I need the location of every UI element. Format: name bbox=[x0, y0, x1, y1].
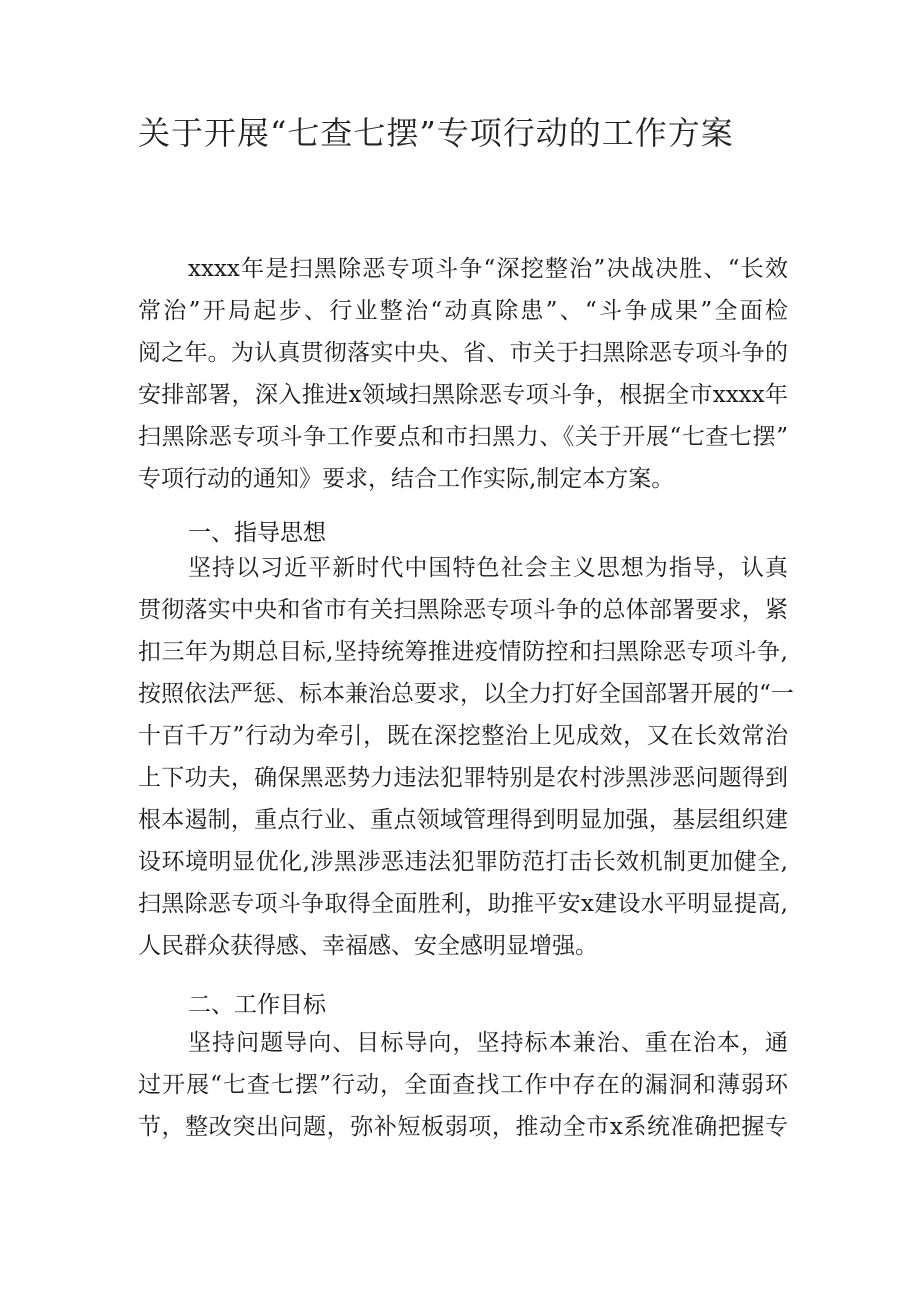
paragraph-line: 阅之年。为认真贯彻落实中央、省、市关于扫黑除恶专项斗争的 bbox=[138, 340, 788, 366]
section2-paragraph bbox=[138, 1022, 788, 1148]
paragraph-line: 安排部署，深入推进x领域扫黑除恶专项斗争，根据全市xxxx年 bbox=[138, 382, 788, 408]
section1-paragraph bbox=[138, 547, 794, 967]
paragraph-line: 坚持以习近平新时代中国特色社会主义思想为指导，认真 bbox=[188, 555, 788, 581]
paragraph-line: 坚持问题导向、目标导向，坚持标本兼治、重在治本，通 bbox=[188, 1030, 788, 1056]
paragraph-line: 节，整改突出问题，弥补短板弱项，推动全市x系统准确把握专 bbox=[138, 1114, 788, 1140]
paragraph-line: 根本遏制，重点行业、重点领域管理得到明显加强，基层组织建 bbox=[138, 807, 788, 833]
paragraph-line: 人民群众获得感、幸福感、安全感明显增强。 bbox=[138, 933, 598, 959]
document-title: 关于开展“七查七摆”专项行动的工作方案 bbox=[138, 114, 734, 152]
paragraph-line: 扫黑除恶专项斗争取得全面胜利，助推平安x建设水平明显提高, bbox=[138, 891, 788, 917]
intro-paragraph bbox=[138, 248, 788, 500]
paragraph-line: 设环境明显优化,涉黑涉恶违法犯罪防范打击长效机制更加健全, bbox=[138, 849, 788, 875]
section-heading-work-goals: 二、工作目标 bbox=[188, 992, 326, 1018]
paragraph-line: 贯彻落实中央和省市有关扫黑除恶专项斗争的总体部署要求，紧 bbox=[138, 597, 788, 623]
paragraph-line: 十百千万”行动为牵引，既在深挖整治上见成效，又在长效常治 bbox=[138, 723, 788, 749]
paragraph-line: 扫黑除恶专项斗争工作要点和市扫黑力、《关于开展“七查七摆” bbox=[138, 424, 788, 450]
paragraph-line: 常治”开局起步、行业整治“动真除患”、“斗争成果”全面检 bbox=[138, 298, 788, 324]
paragraph-line: 扣三年为期总目标,坚持统筹推进疫情防控和扫黑除恶专项斗争, bbox=[138, 639, 788, 665]
paragraph-line: 专项行动的通知》要求，结合工作实际,制定本方案。 bbox=[138, 466, 675, 492]
paragraph-line: 按照依法严惩、标本兼治总要求，以全力打好全国部署开展的“一 bbox=[138, 681, 794, 707]
paragraph-line: 上下功夫，确保黑恶势力违法犯罪特别是农村涉黑涉恶问题得到 bbox=[138, 765, 788, 791]
paragraph-line: 过开展“七查七摆”行动，全面查找工作中存在的漏洞和薄弱环 bbox=[138, 1072, 788, 1098]
paragraph-line: xxxx年是扫黑除恶专项斗争“深挖整治”决战决胜、“长效 bbox=[188, 256, 788, 282]
section-heading-guiding-ideology: 一、指导思想 bbox=[188, 520, 326, 546]
